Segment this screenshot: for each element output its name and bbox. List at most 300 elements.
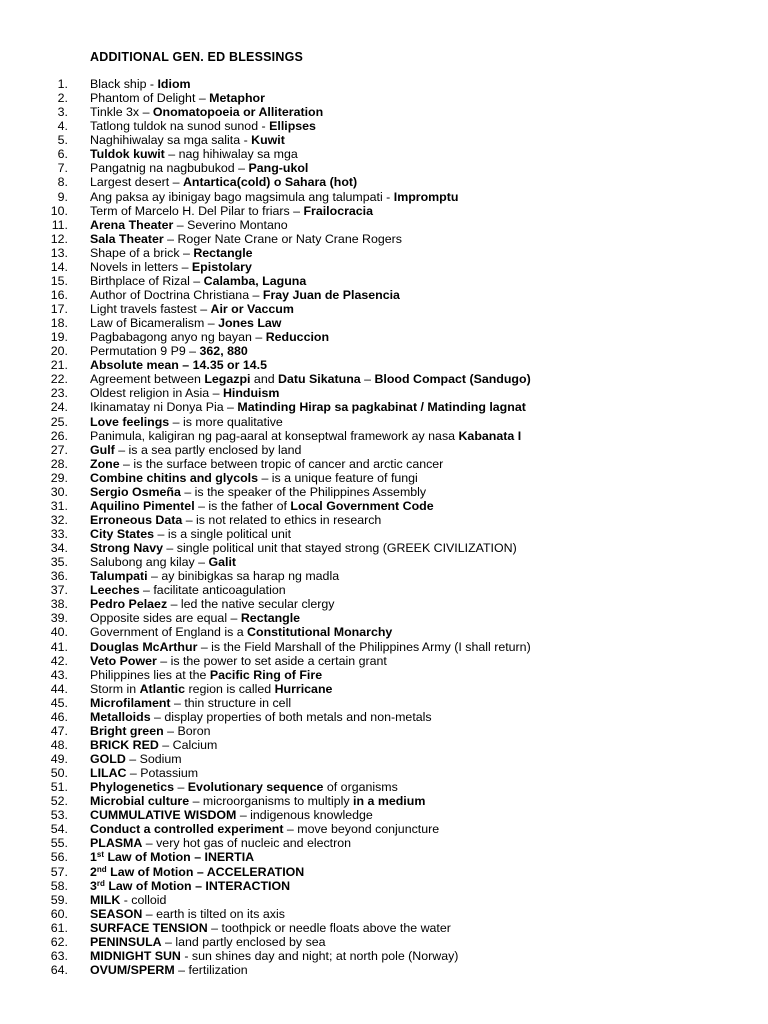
item-bold-segment: Reduccion	[265, 330, 330, 345]
item-number: 15.	[50, 273, 68, 288]
item-number: 57.	[50, 864, 68, 879]
list-item	[0, 232, 768, 246]
item-number: 44.	[50, 681, 68, 696]
item-text-segment: –	[360, 372, 375, 387]
item-text-segment: Birthplace of Rizal –	[90, 273, 204, 288]
item-text-segment: and	[250, 372, 279, 387]
item-number: 38.	[50, 597, 68, 612]
item-text-segment: – is a unique feature of fungi	[258, 470, 418, 485]
item-text-segment: – thin structure in cell	[170, 695, 292, 710]
list-item	[0, 204, 768, 218]
item-text-segment: – land partly enclosed by sea	[161, 934, 326, 949]
list-item	[0, 330, 768, 344]
item-text-segment: – is the father of	[194, 498, 291, 513]
item-text	[90, 893, 166, 907]
item-text-segment: – ay binibigkas sa harap ng madla	[147, 569, 340, 584]
item-text-segment: Novels in letters –	[90, 259, 192, 274]
item-text	[90, 752, 182, 766]
item-text-segment: Opposite sides are equal –	[90, 611, 241, 626]
item-bold-segment: Sergio Osmeña	[90, 484, 181, 499]
item-text	[90, 105, 323, 119]
item-text	[90, 850, 254, 864]
item-text	[90, 119, 316, 133]
list-item	[0, 161, 768, 175]
item-bold-segment: LILAC	[90, 766, 127, 781]
item-bold-segment: Metaphor	[209, 91, 265, 106]
item-text	[90, 780, 398, 794]
item-text-segment: – is the Field Marshall of the Philippines Army (I shall return)	[197, 639, 531, 654]
item-number: 33.	[50, 527, 68, 541]
list-item	[0, 386, 768, 400]
item-text	[90, 794, 425, 808]
item-text-segment: Tatlong tuldok na sunod sunod -	[90, 119, 270, 134]
item-bold-segment: Local Government Code	[290, 498, 434, 513]
item-bold-segment: OVUM/SPERM	[90, 962, 175, 977]
item-text-segment: Permutation 9 P9 –	[90, 344, 200, 359]
item-number: 9.	[57, 189, 68, 204]
item-text	[90, 232, 402, 246]
list-item	[0, 921, 768, 935]
item-bold-segment: Idiom	[157, 77, 191, 91]
item-number: 51.	[50, 780, 68, 795]
list-item	[0, 935, 768, 949]
list-item	[0, 513, 768, 527]
list-item	[0, 569, 768, 583]
item-number: 29.	[50, 470, 68, 485]
item-text-segment: Government of England is a	[90, 625, 248, 640]
list-item	[0, 77, 768, 91]
item-text-segment: Author of Doctrina Christiana –	[90, 287, 263, 302]
item-number: 30.	[50, 484, 68, 499]
item-bold-segment: Talumpati	[90, 569, 148, 584]
item-text	[90, 204, 373, 218]
item-bold-segment: Metalloids	[90, 709, 151, 724]
item-text-segment: - sun shines day and night; at north pole (Norway)	[180, 948, 459, 963]
item-number: 48.	[50, 737, 68, 752]
list-item	[0, 457, 768, 471]
item-number: 60.	[50, 906, 68, 921]
item-bold-segment: Epistolary	[191, 259, 252, 274]
list-item	[0, 850, 768, 864]
item-number: 46.	[50, 709, 68, 724]
item-bold-segment: Erroneous Data	[90, 512, 183, 527]
item-bold-segment: Matinding Hirap sa pagkabinat / Matinding lagnat	[237, 400, 526, 415]
item-text-segment: – single political unit that stayed strong (GREEK CIVILIZATION)	[162, 541, 517, 556]
item-text	[90, 443, 301, 457]
item-text	[90, 330, 329, 344]
list-item	[0, 640, 768, 654]
item-text-segment: Panimula, kaligiran ng pag-aaral at konseptwal framework ay nasa	[90, 428, 459, 443]
item-number: 22.	[50, 372, 68, 387]
item-text	[90, 288, 400, 302]
item-number: 19.	[50, 330, 68, 345]
list-item	[0, 246, 768, 260]
item-text	[90, 541, 517, 555]
item-text-segment: Ikinamatay ni Donya Pia –	[90, 400, 238, 415]
item-text-segment: – display properties of both metals and non-metals	[150, 709, 432, 724]
list-item	[0, 668, 768, 682]
item-number: 41.	[50, 639, 68, 654]
item-bold-segment: Legazpi	[204, 372, 251, 387]
item-text-segment: Ang paksa ay ibinigay bago magsimula ang talumpati -	[90, 189, 394, 204]
list-item	[0, 836, 768, 850]
item-bold-segment: Kabanata I	[458, 428, 522, 443]
item-bold-segment: Aquilino Pimentel	[90, 498, 195, 513]
item-number: 43.	[50, 667, 68, 682]
item-number: 6.	[57, 147, 68, 162]
item-bold-segment: Microbial culture	[90, 794, 190, 809]
list-item	[0, 625, 768, 639]
item-number: 21.	[50, 358, 68, 373]
item-bold-segment: Jones Law	[218, 316, 282, 331]
item-number: 45.	[50, 695, 68, 710]
item-text	[90, 640, 531, 654]
item-bold-segment: PENINSULA	[90, 934, 162, 949]
list-item	[0, 119, 768, 133]
list-item	[0, 541, 768, 555]
list-item	[0, 316, 768, 330]
item-text-segment: – microorganisms to multiply	[189, 794, 354, 809]
list-item	[0, 260, 768, 274]
list-item	[0, 400, 768, 414]
item-number: 54.	[50, 822, 68, 837]
item-text	[90, 907, 285, 921]
item-number: 35.	[50, 555, 68, 570]
list-item	[0, 527, 768, 541]
item-number: 23.	[50, 386, 68, 401]
item-number: 47.	[50, 723, 68, 738]
list-item	[0, 302, 768, 316]
item-bold-segment: BRICK RED	[90, 737, 159, 752]
list-item	[0, 738, 768, 752]
item-number: 34.	[50, 541, 68, 556]
item-text-segment: – is more qualitative	[169, 414, 283, 429]
item-bold-segment: Pacific Ring of Fire	[209, 667, 323, 682]
item-text-segment: – toothpick or needle floats above the water	[207, 920, 451, 935]
item-number: 32.	[50, 512, 68, 527]
list-item	[0, 907, 768, 921]
item-bold-segment: Microfilament	[90, 695, 171, 710]
item-text-segment: Pagbabagong anyo ng bayan –	[90, 330, 266, 345]
item-number: 36.	[50, 569, 68, 584]
list-item	[0, 583, 768, 597]
item-text-segment: Black ship -	[90, 77, 158, 91]
list-item	[0, 696, 768, 710]
item-number: 8.	[57, 175, 68, 190]
item-text	[90, 260, 252, 274]
item-text-segment: – is the speaker of the Philippines Assembly	[180, 484, 427, 499]
item-bold-segment: Rectangle	[240, 611, 301, 626]
list-item	[0, 597, 768, 611]
item-bold-segment: Galit	[208, 555, 237, 570]
item-text	[90, 246, 253, 260]
item-text-segment: – very hot gas of nucleic and electron	[142, 836, 352, 851]
item-number: 2.	[57, 91, 68, 106]
item-text-segment: – Boron	[163, 723, 211, 738]
item-text	[90, 218, 288, 232]
item-text-segment: Storm in	[90, 681, 140, 696]
item-number: 56.	[50, 850, 68, 865]
list-item	[0, 949, 768, 963]
item-bold-segment: Strong Navy	[90, 541, 163, 556]
item-text-segment: Pangatnig na nagbubukod –	[90, 161, 249, 176]
item-text	[90, 921, 451, 935]
item-number: 61.	[50, 920, 68, 935]
list-item	[0, 710, 768, 724]
item-bold-segment: Law of Motion – INTERACTION	[104, 878, 291, 893]
item-number: 13.	[50, 245, 68, 260]
item-text	[90, 738, 217, 752]
item-text-segment: – is a single political unit	[154, 527, 292, 541]
item-bold-segment: Arena Theater	[90, 217, 174, 232]
list-item	[0, 443, 768, 457]
item-text	[90, 274, 306, 288]
item-number: 26.	[50, 428, 68, 443]
item-bold-segment: Fray Juan de Plasencia	[262, 287, 400, 302]
item-bold-segment: st	[96, 850, 105, 860]
list-item	[0, 808, 768, 822]
item-bold-segment: Impromptu	[393, 189, 459, 204]
list-item	[0, 344, 768, 358]
item-text	[90, 555, 236, 569]
item-bold-segment: Kuwit	[251, 133, 285, 148]
item-number: 20.	[50, 344, 68, 359]
item-text-segment: – facilitate anticoagulation	[139, 583, 286, 598]
item-bold-segment: Air or Vaccum	[210, 302, 294, 316]
list-item	[0, 429, 768, 443]
item-number: 53.	[50, 808, 68, 823]
item-number: 37.	[50, 583, 68, 598]
item-text-segment: – indigenous knowledge	[236, 808, 373, 823]
item-text-segment: – Sodium	[125, 752, 182, 766]
item-bold-segment: Zone	[90, 456, 120, 471]
item-text-segment: – fertilization	[174, 962, 248, 977]
item-number: 31.	[50, 498, 68, 513]
item-text	[90, 133, 285, 147]
item-text-segment: – is not related to ethics in research	[182, 512, 382, 527]
item-text	[90, 583, 286, 597]
list-item	[0, 91, 768, 105]
item-text	[90, 415, 283, 429]
item-text	[90, 386, 279, 400]
item-bold-segment: Douglas McArthur	[90, 639, 198, 654]
list-item	[0, 372, 768, 386]
item-number: 7.	[57, 161, 68, 176]
item-bold-segment: 2	[90, 864, 97, 879]
item-text-segment: – Potassium	[126, 766, 199, 781]
item-number: 16.	[50, 287, 68, 302]
item-text	[90, 682, 332, 696]
item-text-segment: Phantom of Delight –	[90, 91, 210, 106]
item-text	[90, 91, 265, 105]
item-text-segment: Oldest religion in Asia –	[90, 386, 223, 401]
item-bold-segment: Conduct a controlled experiment	[90, 822, 284, 837]
item-bold-segment: Hurricane	[274, 681, 333, 696]
item-text-segment: of organisms	[323, 780, 398, 795]
item-bold-segment: Phylogenetics	[90, 780, 175, 795]
list-item	[0, 879, 768, 893]
item-number: 39.	[50, 611, 68, 626]
item-bold-segment: Law of Motion – INERTIA	[104, 850, 255, 865]
item-bold-segment: Antartica(cold) o Sahara (hot)	[182, 175, 358, 190]
item-text	[90, 77, 191, 91]
item-bold-segment: Hinduism	[222, 386, 280, 401]
item-bold-segment: Datu Sikatuna	[278, 372, 361, 387]
item-number: 11.	[51, 217, 68, 232]
item-bold-segment: Love feelings	[90, 414, 170, 429]
item-text-segment: Term of Marcelo H. Del Pilar to friars –	[90, 203, 304, 218]
item-text	[90, 724, 211, 738]
item-number: 40.	[50, 625, 68, 640]
item-text	[90, 597, 335, 611]
item-bold-segment: Constitutional Monarchy	[247, 625, 393, 640]
item-text-segment: – led the native secular clergy	[167, 597, 335, 612]
list-item	[0, 752, 768, 766]
item-text-segment: – Calcium	[158, 737, 218, 752]
item-number: 63.	[50, 948, 68, 963]
item-text	[90, 161, 308, 175]
item-text	[90, 147, 298, 161]
item-bold-segment: Calamba, Laguna	[203, 273, 307, 288]
item-bold-segment: Law of Motion – ACCELERATION	[106, 864, 305, 879]
item-bold-segment: rd	[96, 878, 105, 888]
list-item	[0, 485, 768, 499]
list-item	[0, 822, 768, 836]
item-number: 27.	[50, 442, 68, 457]
item-text	[90, 344, 248, 358]
list-item	[0, 724, 768, 738]
item-text	[90, 949, 458, 963]
item-number: 50.	[50, 766, 68, 781]
item-bold-segment: Rectangle	[193, 245, 253, 260]
list-item	[0, 611, 768, 625]
item-text	[90, 625, 392, 639]
item-text	[90, 302, 294, 316]
item-number: 55.	[50, 836, 68, 851]
item-number: 1.	[57, 77, 68, 91]
item-text	[90, 654, 387, 668]
item-text	[90, 457, 443, 471]
list-item	[0, 654, 768, 668]
item-number: 52.	[50, 794, 68, 809]
list-item	[0, 147, 768, 161]
item-number: 18.	[50, 316, 68, 331]
item-text-segment: Agreement between	[90, 372, 205, 387]
item-text	[90, 400, 526, 414]
item-bold-segment: nd	[96, 864, 107, 874]
item-number: 28.	[50, 456, 68, 471]
item-text	[90, 569, 339, 583]
item-number: 64.	[50, 962, 68, 977]
list-item	[0, 682, 768, 696]
list-item	[0, 358, 768, 372]
item-bold-segment: Tuldok kuwit	[90, 147, 165, 162]
list-item	[0, 794, 768, 808]
item-text	[90, 963, 248, 977]
list-item	[0, 499, 768, 513]
item-number: 59.	[50, 892, 68, 907]
item-number: 12.	[50, 231, 68, 246]
item-number: 42.	[50, 653, 68, 668]
item-text	[90, 499, 434, 513]
item-number: 25.	[50, 414, 68, 429]
item-text-segment: – is the surface between tropic of cancer and arctic cancer	[119, 456, 444, 471]
item-number: 14.	[50, 259, 68, 274]
list-item	[0, 190, 768, 204]
item-bold-segment: Gulf	[90, 442, 115, 457]
list-item	[0, 288, 768, 302]
list-item	[0, 893, 768, 907]
item-bold-segment: Leeches	[90, 583, 140, 598]
item-bold-segment: Pedro Pelaez	[90, 597, 168, 612]
item-text-segment: – move beyond conjuncture	[283, 822, 440, 837]
item-text	[90, 611, 300, 625]
item-text	[90, 766, 198, 780]
item-bold-segment: Onomatopoeia or Alliteration	[152, 105, 324, 120]
item-bold-segment: Blood Compact (Sandugo)	[374, 372, 531, 387]
item-text	[90, 471, 418, 485]
item-number: 58.	[50, 878, 68, 893]
item-text-segment: –	[174, 780, 188, 795]
item-bold-segment: PLASMA	[90, 836, 143, 851]
item-text	[90, 429, 521, 443]
item-text	[90, 190, 458, 204]
item-bold-segment: Ellipses	[269, 119, 316, 134]
item-text-segment: Shape of a brick –	[90, 245, 194, 260]
item-text-segment: – nag hihiwalay sa mga	[164, 147, 298, 162]
item-number: 5.	[57, 133, 68, 148]
list-item	[0, 471, 768, 485]
item-bold-segment: Veto Power	[90, 653, 157, 668]
item-bold-segment: 1	[90, 850, 97, 865]
item-text	[90, 935, 326, 949]
item-text-segment: - colloid	[120, 892, 167, 907]
item-text	[90, 696, 291, 710]
numbered-list	[0, 77, 768, 977]
list-item	[0, 133, 768, 147]
item-text-segment: Light travels fastest –	[90, 302, 211, 316]
item-bold-segment: Absolute mean – 14.35 or 14.5	[90, 358, 267, 373]
list-item	[0, 780, 768, 794]
item-number: 3.	[57, 105, 68, 120]
item-text	[90, 836, 351, 850]
item-number: 4.	[57, 119, 68, 134]
item-text	[90, 527, 291, 541]
item-text-segment: Naghihiwalay sa mga salita -	[90, 133, 252, 148]
item-bold-segment: in a medium	[353, 794, 426, 809]
item-bold-segment: MIDNIGHT SUN	[90, 948, 181, 963]
item-bold-segment: Evolutionary sequence	[187, 780, 324, 795]
item-text-segment: Largest desert –	[90, 175, 183, 190]
list-item	[0, 274, 768, 288]
item-bold-segment: GOLD	[90, 752, 126, 766]
item-number: 17.	[50, 302, 68, 316]
item-text-segment: Philippines lies at the	[90, 667, 210, 682]
item-number: 10.	[50, 203, 68, 218]
item-bold-segment: SEASON	[90, 906, 143, 921]
item-text	[90, 316, 281, 330]
item-text	[90, 865, 304, 879]
item-text	[90, 822, 439, 836]
item-bold-segment: Bright green	[90, 723, 164, 738]
item-number: 62.	[50, 934, 68, 949]
item-bold-segment: Sala Theater	[90, 231, 164, 246]
item-bold-segment: CUMMULATIVE WISDOM	[90, 808, 237, 823]
item-text-segment: – earth is tilted on its axis	[142, 906, 285, 921]
list-item	[0, 766, 768, 780]
item-bold-segment: 362, 880	[199, 344, 248, 359]
item-text-segment: – Roger Nate Crane or Naty Crane Rogers	[163, 231, 402, 246]
